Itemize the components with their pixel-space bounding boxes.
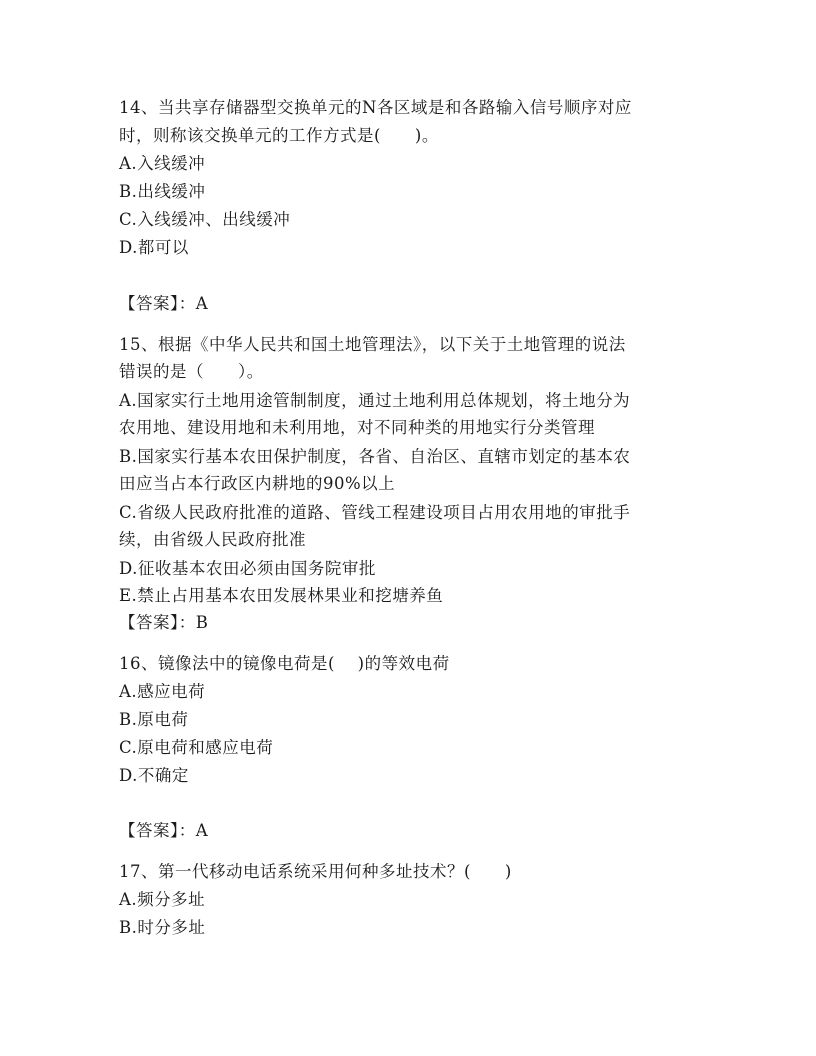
q14-option-d: D.都可以 [119,238,189,257]
q14-stem-line-1: 14、当共享存储器型交换单元的N各区域是和各路输入信号顺序对应 [119,98,632,117]
q14-stem-line-2: 时，则称该交换单元的工作方式是( )。 [119,126,439,145]
q15-stem-line-1: 15、根据《中华人民共和国土地管理法》，以下关于土地管理的说法 [119,335,626,354]
q14-option-c: C.入线缓冲、出线缓冲 [119,210,291,229]
q15-option-c-line-2: 续，由省级人民政府批准 [119,530,306,549]
q15-answer: 【答案】：B [119,613,209,632]
q16-option-d: D.不确定 [119,766,189,785]
q15-stem-line-2: 错误的是（ ）。 [119,362,264,381]
q17-option-a: A.频分多址 [119,890,206,909]
q17-stem: 17、第一代移动电话系统采用何种多址技术？( ) [119,862,512,881]
q16-option-b: B.原电荷 [119,710,189,729]
q15-option-e: E.禁止占用基本农田发展林果业和挖塘养鱼 [119,586,444,605]
q14-option-a: A.入线缓冲 [119,154,206,173]
q15-option-c-line-1: C.省级人民政府批准的道路、管线工程建设项目占用农用地的审批手 [119,503,631,522]
q14-answer: 【答案】：A [119,294,209,313]
q16-stem: 16、镜像法中的镜像电荷是( )的等效电荷 [119,654,450,673]
q16-option-a: A.感应电荷 [119,682,206,701]
q15-option-b-line-2: 田应当占本行政区内耕地的90%以上 [119,474,396,493]
q16-option-c: C.原电荷和感应电荷 [119,738,274,757]
q15-option-d: D.征收基本农田必须由国务院审批 [119,559,376,578]
q15-option-a-line-1: A.国家实行土地用途管制制度，通过土地利用总体规划，将土地分为 [119,391,631,410]
q16-answer: 【答案】：A [119,821,209,840]
q15-option-b-line-1: B.国家实行基本农田保护制度，各省、自治区、直辖市划定的基本农 [119,447,631,466]
q14-option-b: B.出线缓冲 [119,182,206,201]
q17-option-b: B.时分多址 [119,918,206,937]
q15-option-a-line-2: 农用地、建设用地和未利用地，对不同种类的用地实行分类管理 [119,418,595,437]
